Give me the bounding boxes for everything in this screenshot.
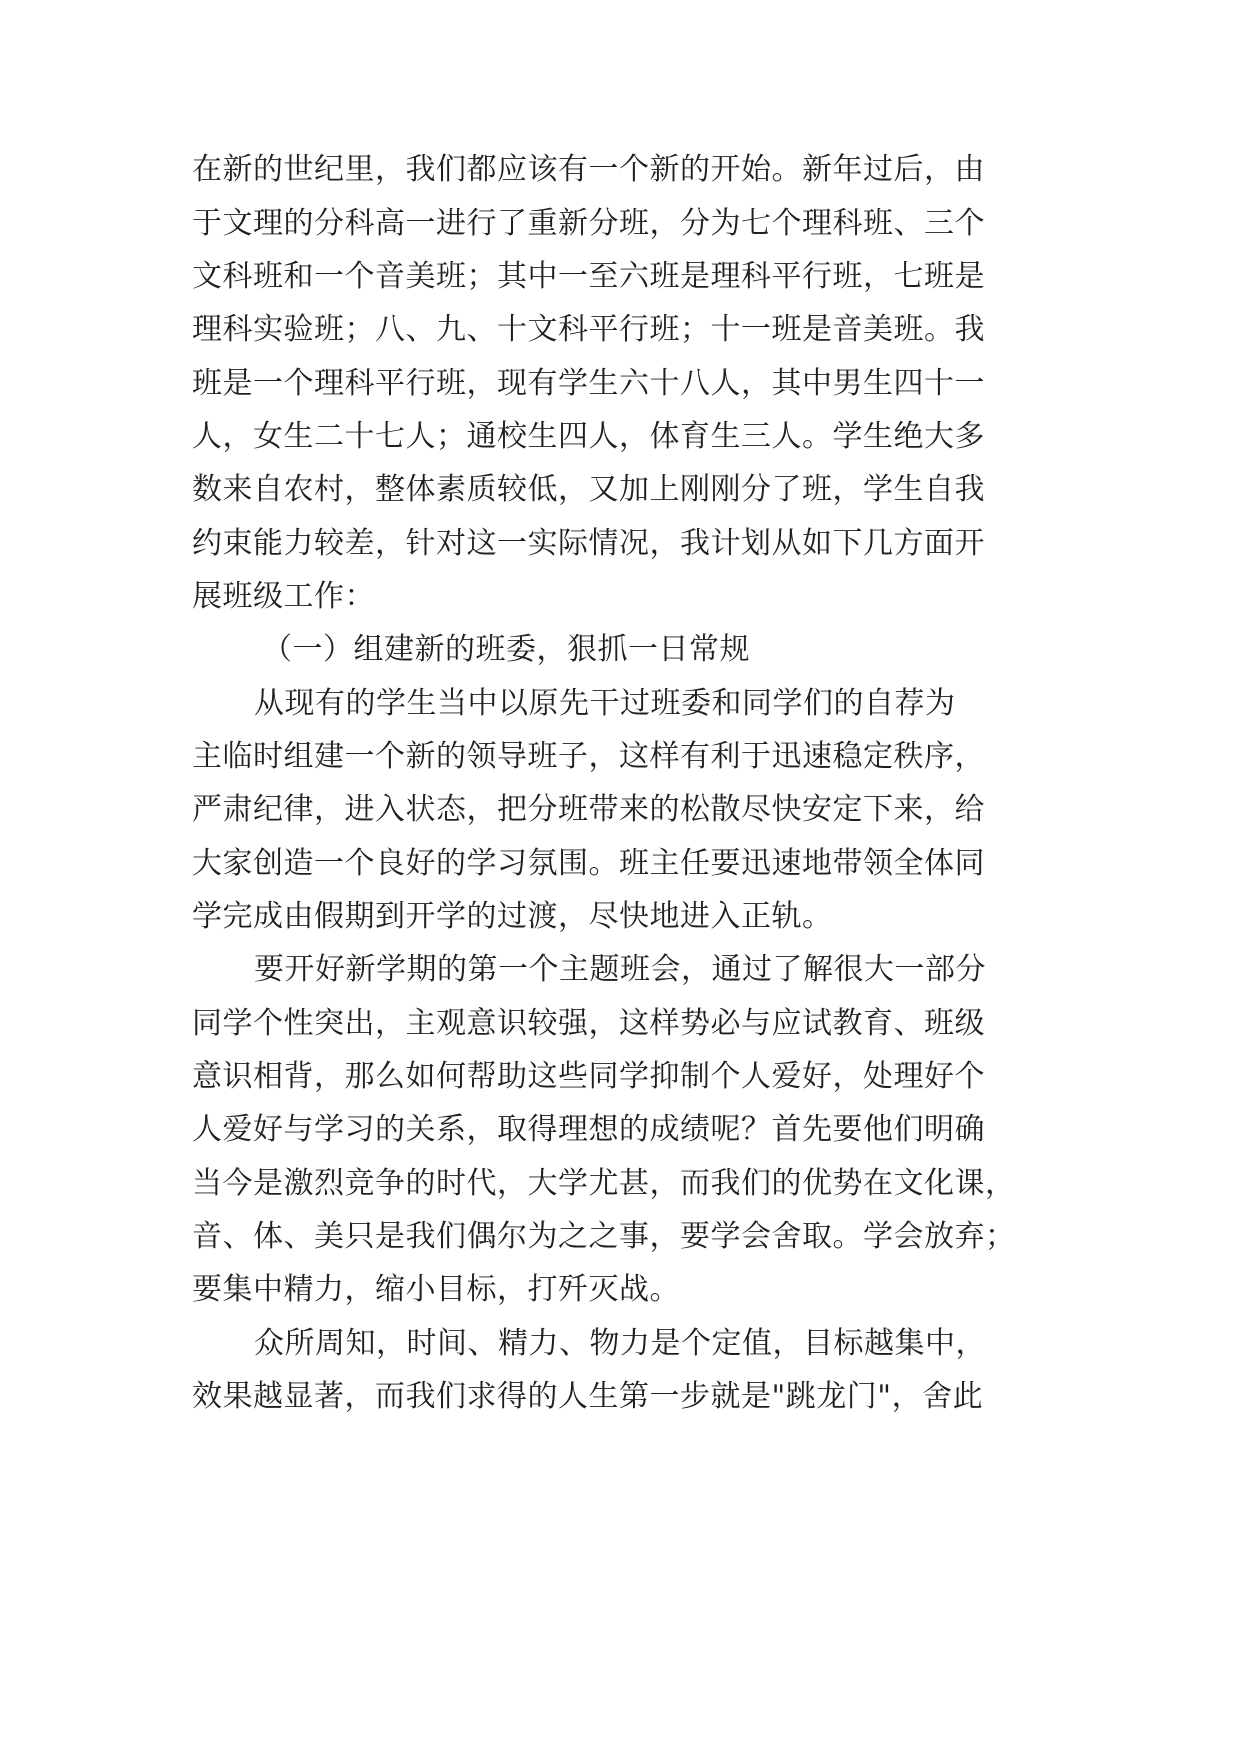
body-text-line: 大家创造一个良好的学习氛围。班主任要迅速地带领全体同 bbox=[192, 846, 985, 881]
body-text-line: 理科实验班；八、九、十文科平行班；十一班是音美班。我 bbox=[192, 312, 985, 347]
body-text-line: 在新的世纪里，我们都应该有一个新的开始。新年过后，由 bbox=[192, 152, 985, 187]
section-heading: （一）组建新的班委，狠抓一日常规 bbox=[262, 632, 750, 667]
paragraph-first-line: 要开好新学期的第一个主题班会，通过了解很大一部分 bbox=[254, 952, 986, 987]
paragraph-first-line: 从现有的学生当中以原先干过班委和同学们的自荐为 bbox=[254, 686, 956, 721]
body-text-line: 主临时组建一个新的领导班子，这样有利于迅速稳定秩序， bbox=[192, 739, 985, 774]
body-text-line: 效果越显著，而我们求得的人生第一步就是"跳龙门"，舍此 bbox=[192, 1379, 984, 1414]
body-text-line: 意识相背，那么如何帮助这些同学抑制个人爱好，处理好个 bbox=[192, 1059, 985, 1094]
body-text-line: 展班级工作： bbox=[192, 579, 375, 614]
body-text-line: 文科班和一个音美班；其中一至六班是理科平行班，七班是 bbox=[192, 259, 985, 294]
body-text-line: 学完成由假期到开学的过渡，尽快地进入正轨。 bbox=[192, 899, 833, 934]
body-text-line: 数来自农村，整体素质较低，又加上刚刚分了班，学生自我 bbox=[192, 472, 985, 507]
body-text-line: 人爱好与学习的关系，取得理想的成绩呢？首先要他们明确 bbox=[192, 1112, 985, 1147]
body-text-line: 同学个性突出，主观意识较强，这样势必与应试教育、班级 bbox=[192, 1006, 985, 1041]
body-text-line: 人，女生二十七人；通校生四人，体育生三人。学生绝大多 bbox=[192, 419, 985, 454]
paragraph-first-line: 众所周知，时间、精力、物力是个定值，目标越集中， bbox=[254, 1326, 986, 1361]
body-text-line: 严肃纪律，进入状态，把分班带来的松散尽快安定下来，给 bbox=[192, 792, 985, 827]
body-text-line: 要集中精力，缩小目标，打歼灭战。 bbox=[192, 1272, 680, 1307]
body-text-line: 音、体、美只是我们偶尔为之之事，要学会舍取。学会放弃； bbox=[192, 1219, 1016, 1254]
body-text-line: 于文理的分科高一进行了重新分班，分为七个理科班、三个 bbox=[192, 206, 985, 241]
body-text-line: 当今是激烈竞争的时代，大学尤甚，而我们的优势在文化课， bbox=[192, 1166, 1016, 1201]
body-text-line: 约束能力较差，针对这一实际情况，我计划从如下几方面开 bbox=[192, 526, 985, 561]
body-text-line: 班是一个理科平行班，现有学生六十八人，其中男生四十一 bbox=[192, 366, 985, 401]
